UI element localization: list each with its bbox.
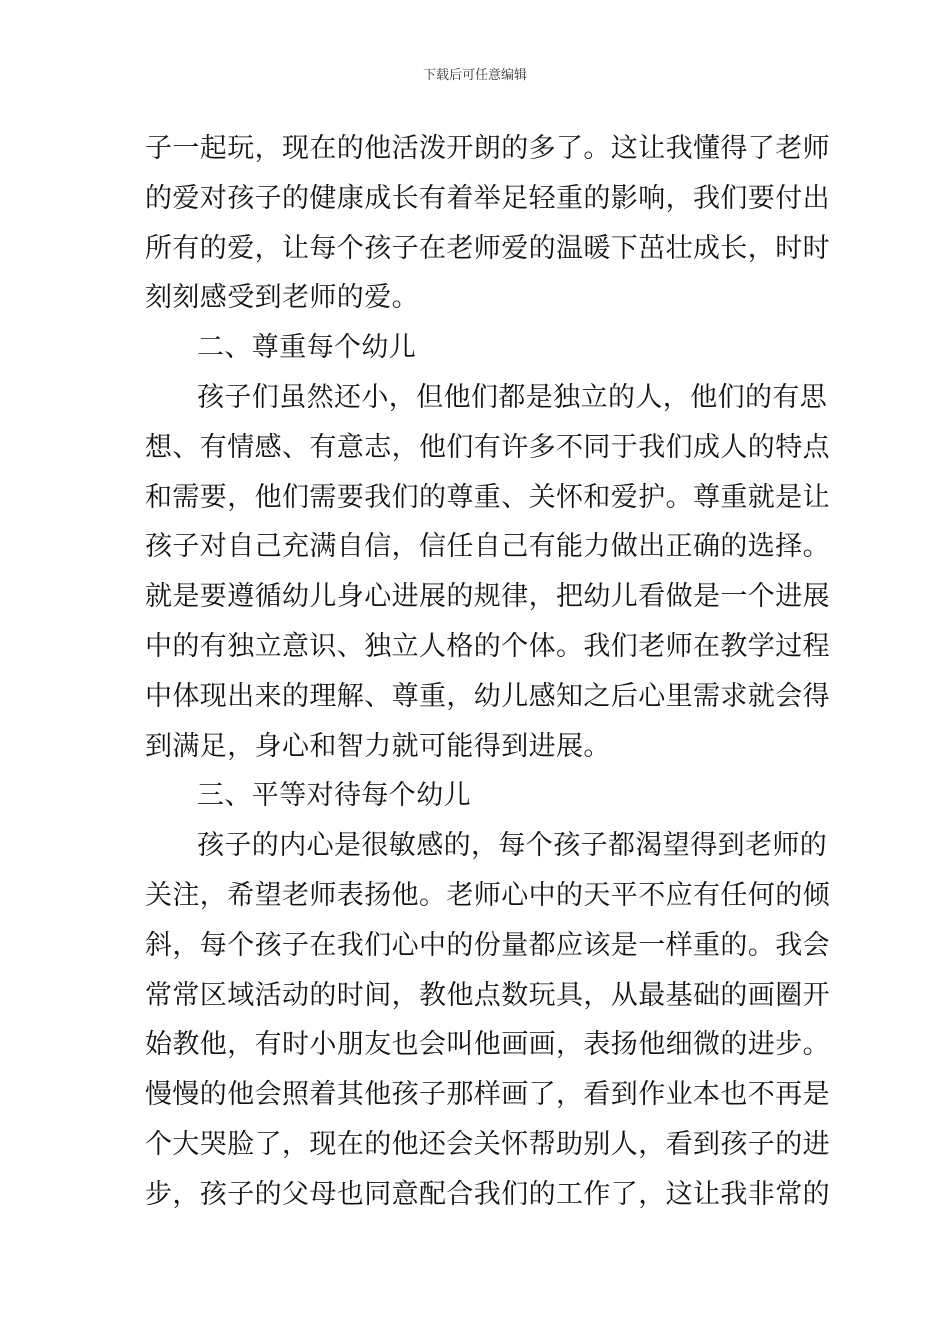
body-line: 的爱对孩子的健康成长有着举足轻重的影响，我们要付出 [145, 182, 830, 214]
section-heading: 三、平等对待每个幼儿 [197, 780, 471, 812]
body-line: 就是要遵循幼儿身心进展的规律，把幼儿看做是一个进展 [145, 581, 830, 613]
body-line: 孩子对自己充满自信，信任自己有能力做出正确的选择。 [145, 531, 830, 563]
body-line: 刻刻感受到老师的爱。 [145, 282, 419, 314]
body-line: 和需要，他们需要我们的尊重、关怀和爱护。尊重就是让 [145, 481, 830, 513]
section-heading: 二、尊重每个幼儿 [197, 332, 417, 364]
body-line: 想、有情感、有意志，他们有许多不同于我们成人的特点 [145, 431, 830, 463]
paragraph-first-line: 孩子的内心是很敏感的，每个孩子都渴望得到老师的 [197, 830, 828, 862]
body-line: 子一起玩，现在的他活泼开朗的多了。这让我懂得了老师 [145, 133, 830, 164]
document-body [145, 124, 830, 1220]
body-line: 始教他，有时小朋友也会叫他画画，表扬他细微的进步。 [145, 1029, 830, 1061]
body-line: 到满足，身心和智力就可能得到进展。 [145, 730, 611, 762]
body-line: 中体现出来的理解、尊重，幼儿感知之后心里需求就会得 [145, 680, 830, 712]
body-line: 斜，每个孩子在我们心中的份量都应该是一样重的。我会 [145, 929, 830, 961]
body-line: 常常区域活动的时间，教他点数玩具，从最基础的画圈开 [145, 979, 830, 1011]
body-line: 慢慢的他会照着其他孩子那样画了，看到作业本也不再是 [145, 1079, 830, 1111]
body-line: 所有的爱，让每个孩子在老师爱的温暖下茁壮成长，时时 [145, 232, 830, 264]
paragraph-first-line: 孩子们虽然还小，但他们都是独立的人，他们的有思 [197, 381, 828, 413]
body-line: 步，孩子的父母也同意配合我们的工作了，这让我非常的 [145, 1178, 830, 1210]
body-line: 个大哭脸了，现在的他还会关怀帮助别人，看到孩子的进 [145, 1128, 830, 1160]
body-line: 关注，希望老师表扬他。老师心中的天平不应有任何的倾 [145, 879, 830, 911]
body-line: 中的有独立意识、独立人格的个体。我们老师在教学过程 [145, 630, 830, 662]
page-header: 下载后可任意编辑 [422, 68, 527, 83]
